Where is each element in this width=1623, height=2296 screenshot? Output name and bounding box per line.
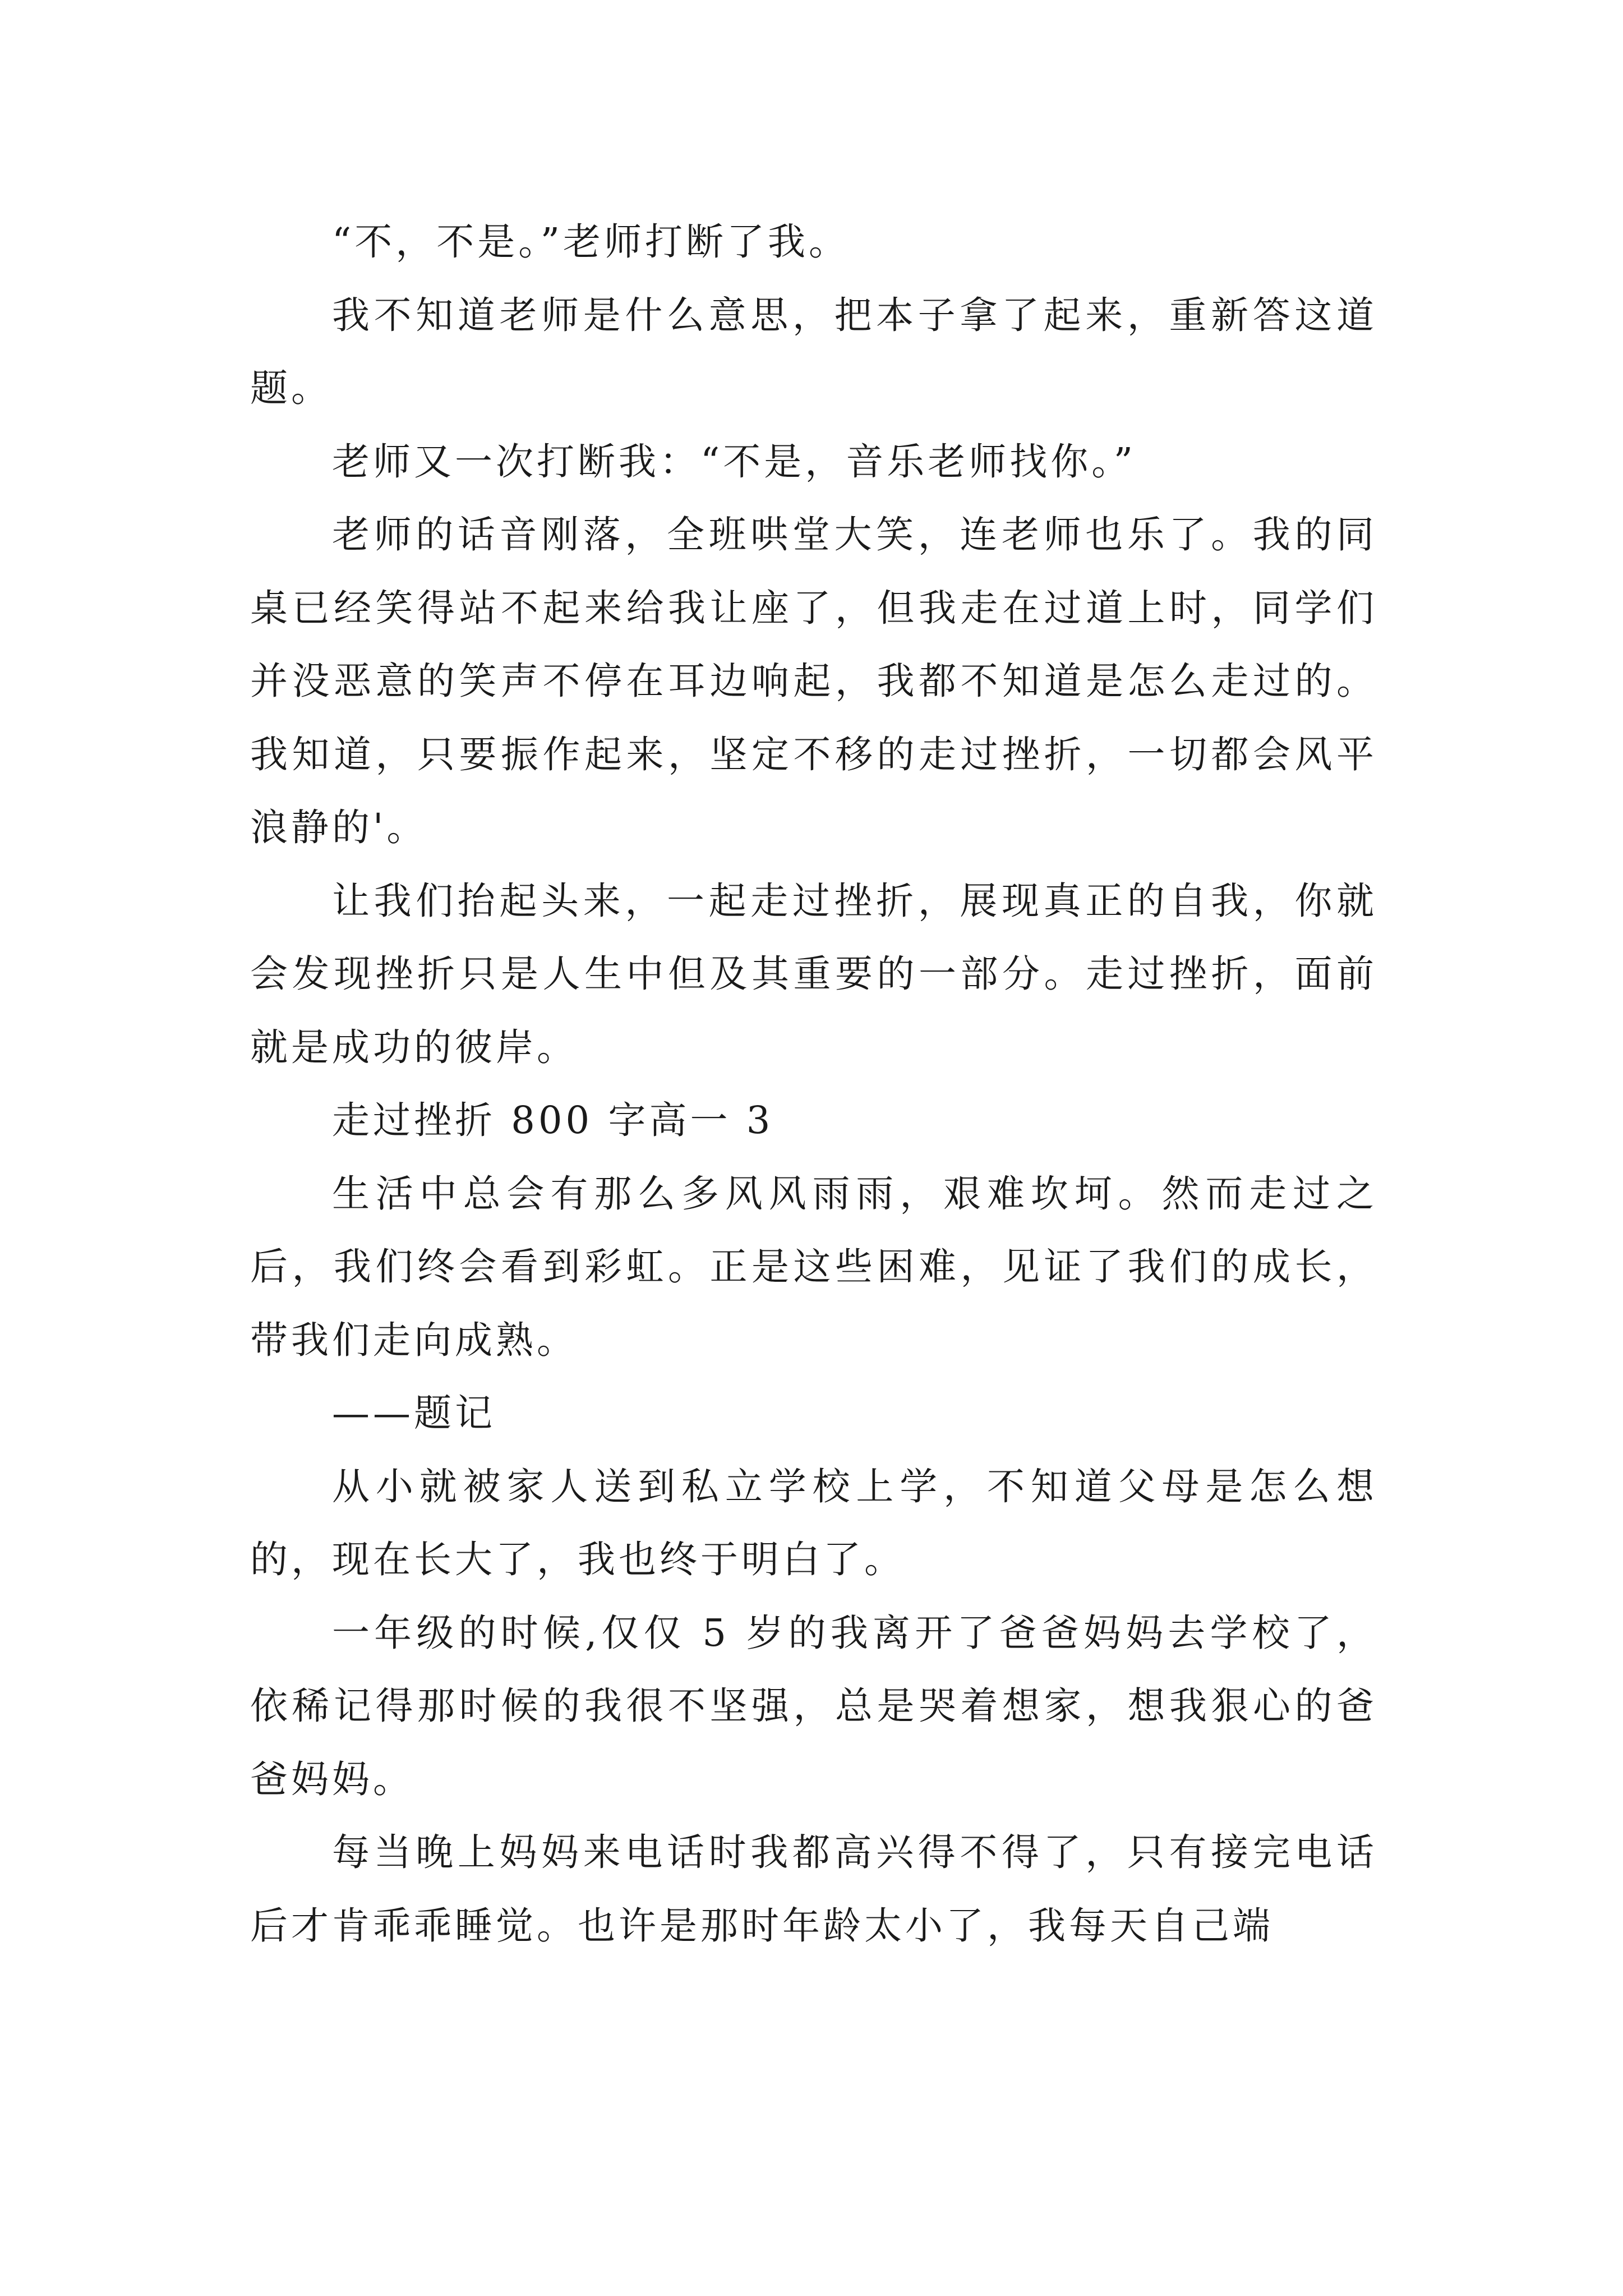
epigraph-attribution: ——题记 <box>332 1391 496 1435</box>
paragraph-confusion: 我不知道老师是什么意思，把本子拿了起来，重新答这道题。 <box>250 293 1377 410</box>
paragraph-private-school: 从小就被家人送到私立学校上学，不知道父母是怎么想的，现在长大了，我也终于明白了。 <box>250 1464 1377 1581</box>
essay-heading: 走过挫折 800 字高一 3 <box>332 1098 774 1142</box>
paragraph-interruption: “不，不是。”老师打断了我。 <box>332 220 850 264</box>
paragraph-music-teacher: 老师又一次打断我：“不是，音乐老师找你。” <box>332 439 1137 484</box>
paragraph-epigraph: 生活中总会有那么多风风雨雨，艰难坎坷。然而走过之后，我们终会看到彩虹。正是这些困难，见证了我们的成长，带我们走向成熟。 <box>250 1171 1377 1362</box>
paragraph-first-grade: 一年级的时候,仅仅 5 岁的我离开了爸爸妈妈去学校了，依稀记得那时候的我很不坚强，总是哭着想家，想我狠心的爸爸妈妈。 <box>250 1611 1377 1801</box>
paragraph-laughter: 老师的话音刚落，全班哄堂大笑，连老师也乐了。我的同桌已经笑得站不起来给我让座了，但我走在过道上时，同学们并没恶意的笑声不停在耳边响起，我都不知道是怎么走过的。我知道，只要振作起来，坚定不移的走过挫折，一切都会风平浪静的'。 <box>250 513 1377 849</box>
body-text <box>250 205 1377 1962</box>
paragraph-conclusion: 让我们抬起头来，一起走过挫折，展现真正的自我，你就会发现挫折只是人生中但及其重要的一部分。走过挫折，面前就是成功的彼岸。 <box>250 878 1377 1069</box>
paragraph-phone-calls: 每当晚上妈妈来电话时我都高兴得不得了，只有接完电话后才肯乖乖睡觉。也许是那时年龄太小了，我每天自己端 <box>250 1830 1377 1948</box>
